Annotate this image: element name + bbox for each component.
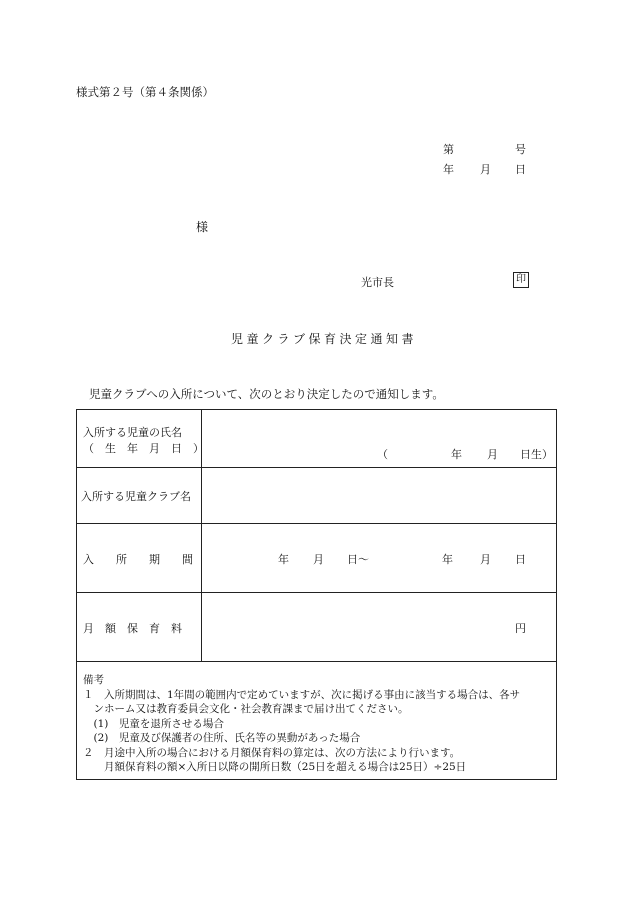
fee-unit: 円 <box>515 622 526 635</box>
row-divider <box>77 661 556 662</box>
period-end-year: 年 <box>442 553 453 566</box>
remarks-line: ２ 月途中入所の場合における月額保育料の算定は、次の方法により行います。 <box>83 746 461 759</box>
doc-number-prefix: 第 <box>443 143 454 156</box>
remarks-line: (1) 児童を退所させる場合 <box>83 717 224 730</box>
remarks-line: １ 入所期間は、1年間の範囲内で定めていますが、次に掲げる事由に該当する場合は、各サ <box>83 688 521 701</box>
remarks-line: (2) 児童及び保護者の住所、氏名等の異動があった場合 <box>83 732 361 744</box>
period-end-month: 月 <box>480 553 491 566</box>
period-start-month: 月 <box>313 553 324 566</box>
remarks-line: 月額保育料の額×入所日以降の開所日数（25日を超える場合は25日）÷25日 <box>83 761 467 773</box>
remarks-line: ンホーム又は教育委員会文化・社会教育課まで届け出てください。 <box>83 703 409 715</box>
club-name-label: 入所する児童クラブ名 <box>81 490 191 503</box>
club-name-field[interactable] <box>207 482 552 510</box>
seal-mark: 印 <box>513 272 529 288</box>
period-start-day: 日〜 <box>347 553 369 566</box>
birth-open-paren: （ <box>377 448 388 461</box>
remarks <box>83 673 520 775</box>
period-end-day: 日 <box>515 553 526 566</box>
form-number: 様式第２号（第４条関係） <box>76 85 214 99</box>
birth-year: 年 <box>451 448 462 461</box>
fee-label: 月 額 保 育 料 <box>83 622 182 635</box>
intro-text: 児童クラブへの入所について、次のとおり決定したので通知します。 <box>89 387 444 401</box>
birth-day: 日生） <box>520 448 553 461</box>
date-day: 日 <box>515 163 526 176</box>
row-divider <box>77 467 556 468</box>
addressee-honorific: 様 <box>196 220 209 234</box>
row-divider <box>77 592 556 593</box>
remarks-heading: 備考 <box>83 674 104 686</box>
child-name-field[interactable] <box>207 418 552 438</box>
date-year: 年 <box>443 163 454 176</box>
child-name-label: 入所する児童の氏名 <box>83 426 182 439</box>
period-label: 入 所 期 間 <box>83 553 193 566</box>
document-title: 児童クラブ保育決定通知書 <box>231 332 418 346</box>
doc-number-suffix: 号 <box>515 143 526 156</box>
issuer-name: 光市長 <box>361 276 394 289</box>
birthdate-label: （ 生 年 月 日 ） <box>83 442 204 455</box>
fee-field[interactable] <box>207 614 507 640</box>
birth-month: 月 <box>487 448 498 461</box>
row-divider <box>77 523 556 524</box>
period-start-year: 年 <box>278 553 289 566</box>
form-table <box>76 409 557 780</box>
date-month: 月 <box>480 163 491 176</box>
